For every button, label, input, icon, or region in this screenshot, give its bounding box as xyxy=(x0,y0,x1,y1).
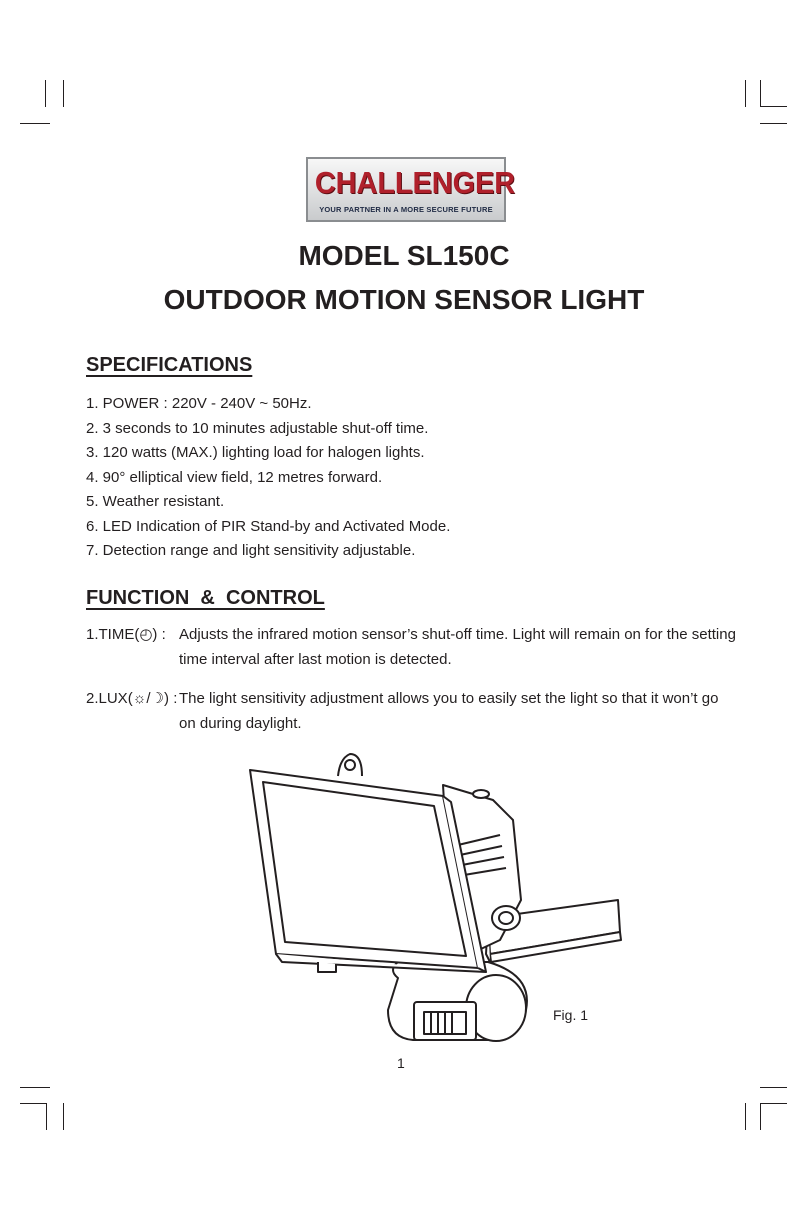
crop-mark xyxy=(745,1103,746,1130)
function-text: Adjusts the infrared motion sensor’s shut-off time. Light will remain on for the setting time interval after last motion is detected. xyxy=(179,626,736,668)
crop-mark xyxy=(46,1103,47,1130)
crop-mark xyxy=(20,123,50,124)
page-number: 1 xyxy=(397,1055,405,1071)
crop-mark xyxy=(760,1103,761,1130)
specifications-heading: SPECIFICATIONS xyxy=(86,354,253,376)
crop-mark xyxy=(760,1103,787,1104)
brand-logo xyxy=(306,157,516,222)
spec-item: 4. 90° elliptical view field, 12 metres forward. xyxy=(86,468,383,486)
function-label: 2.LUX(☼/☽) : xyxy=(86,690,178,707)
crop-mark xyxy=(20,1087,50,1088)
specifications-list xyxy=(86,392,450,564)
spec-item: 3. 120 watts (MAX.) lighting load for halogen lights. xyxy=(86,444,425,461)
crop-mark xyxy=(63,1103,64,1130)
function-item-time xyxy=(86,622,736,674)
crop-mark xyxy=(760,1087,787,1088)
brand-name: CHALLENGER xyxy=(314,165,516,200)
spec-item: 1. POWER : 220V - 240V ~ 50Hz. xyxy=(86,395,312,412)
model-title: MODEL SL150C xyxy=(298,240,510,271)
crop-mark xyxy=(20,1103,47,1104)
function-label: 1.TIME(◴) : xyxy=(86,626,166,643)
product-title: OUTDOOR MOTION SENSOR LIGHT xyxy=(163,284,645,315)
brand-tagline: YOUR PARTNER IN A MORE SECURE FUTURE xyxy=(319,205,493,214)
crop-mark xyxy=(760,123,787,124)
crop-mark xyxy=(63,80,64,107)
crop-mark xyxy=(760,106,787,107)
spec-item: 5. Weather resistant. xyxy=(86,493,225,510)
crop-mark xyxy=(45,80,46,107)
spec-item: 7. Detection range and light sensitivity adjustable. xyxy=(86,542,416,559)
function-text: The light sensitivity adjustment allows you to easily set the light so that it won’t go on during daylight. xyxy=(179,690,719,732)
crop-mark xyxy=(745,80,746,107)
spec-item: 2. 3 seconds to 10 minutes adjustable shut-off time. xyxy=(86,419,429,437)
spec-item: 6. LED Indication of PIR Stand-by and Activated Mode. xyxy=(86,517,451,535)
crop-mark xyxy=(760,80,761,107)
function-control-heading: FUNCTION & CONTROL xyxy=(86,587,325,609)
function-item-lux xyxy=(86,686,736,738)
figure-caption: Fig. 1 xyxy=(553,1007,589,1023)
